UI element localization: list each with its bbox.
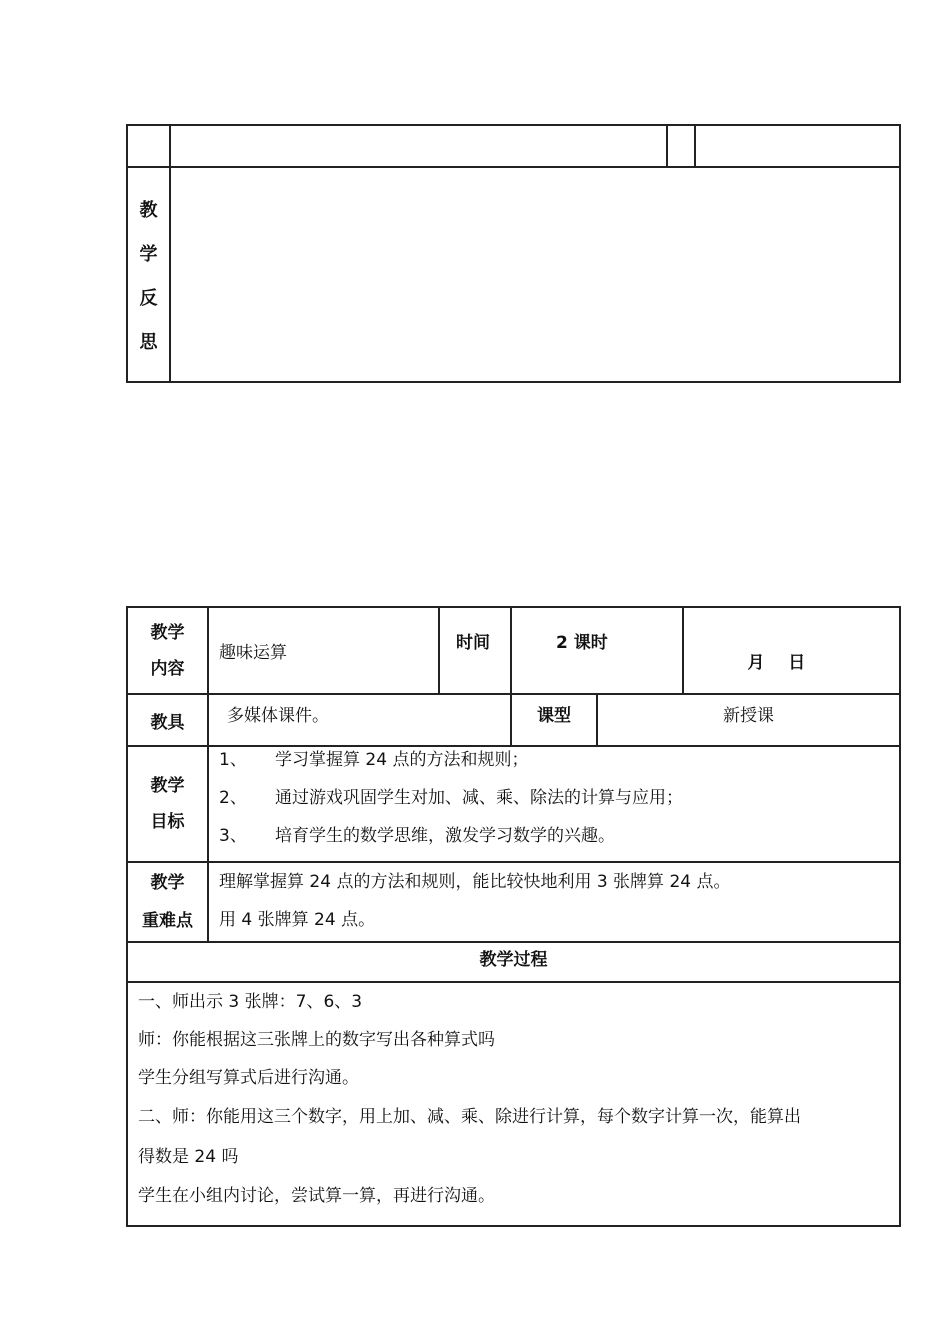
process-line: 二、师：你能用这三个数字，用上加、减、乘、除进行计算，每个数字计算一次，能算出 [138, 1107, 801, 1127]
type-value: 新授课 [597, 694, 900, 746]
lesson-plan-table [126, 606, 901, 1227]
empty-cell [667, 125, 695, 167]
reflection-content[interactable] [170, 167, 900, 382]
reflection-label-char: 学 [139, 243, 158, 265]
time-label: 时间 [439, 607, 511, 694]
empty-cell [127, 125, 170, 167]
empty-cell [695, 125, 900, 167]
content-value: 趣味运算 [208, 607, 439, 694]
goal-item: 2、 通过游戏巩固学生对加、减、乘、除法的计算与应用； [219, 788, 683, 808]
reflection-table [126, 124, 901, 383]
key-points [208, 862, 900, 942]
process-line: 一、师出示 3 张牌：7、6、3 [138, 992, 363, 1012]
date-value: 月 日 [683, 607, 900, 694]
reflection-label-char: 思 [139, 331, 158, 353]
key-point: 理解掌握算 24 点的方法和规则，能比较快地利用 3 张牌算 24 点。 [219, 872, 731, 892]
goals-label: 教学 目标 [127, 746, 208, 862]
time-value: 2 课时 [511, 607, 683, 694]
content-label: 教学 内容 [127, 607, 208, 694]
process-line: 学生分组写算式后进行沟通。 [138, 1068, 359, 1088]
empty-cell [170, 125, 667, 167]
key-point: 用 4 张牌算 24 点。 [219, 910, 376, 930]
tools-value: 多媒体课件。 [208, 694, 511, 746]
key-points-label: 教学 重难点 [127, 862, 208, 942]
process-line: 师：你能根据这三张牌上的数字写出各种算式吗 [138, 1030, 495, 1050]
goals-list [208, 746, 900, 862]
tools-label: 教具 [127, 694, 208, 746]
type-label: 课型 [511, 694, 597, 746]
process-content [127, 982, 900, 1226]
process-title: 教学过程 [127, 942, 900, 982]
goal-item: 1、 学习掌握算 24 点的方法和规则； [219, 750, 529, 770]
reflection-label [127, 167, 170, 382]
process-line: 得数是 24 吗 [138, 1147, 239, 1167]
reflection-label-char: 反 [139, 287, 158, 309]
goal-item: 3、 培育学生的数学思维，激发学习数学的兴趣。 [219, 826, 615, 846]
reflection-label-char: 教 [139, 199, 158, 221]
process-line: 学生在小组内讨论，尝试算一算，再进行沟通。 [138, 1186, 495, 1206]
